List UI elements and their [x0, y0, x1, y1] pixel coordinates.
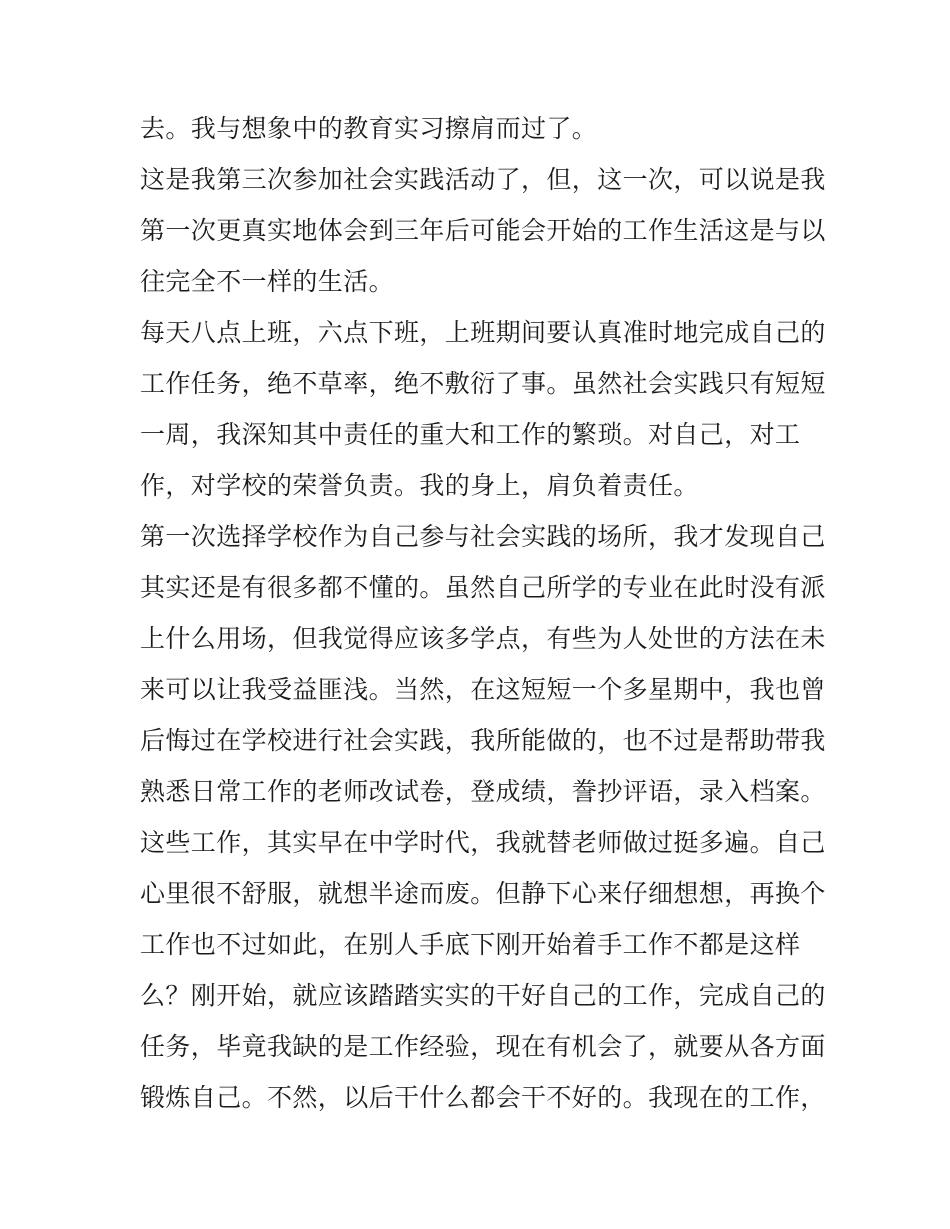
text-line: 么？刚开始，就应该踏踏实实的干好自己的工作，完成自己的: [140, 981, 826, 1010]
text-line: 任务，毕竟我缺的是工作经验，现在有机会了，就要从各方面: [140, 1032, 826, 1061]
text-line: 后悔过在学校进行社会实践，我所能做的，也不过是帮助带我: [140, 726, 826, 755]
text-line: 上什么用场，但我觉得应该多学点，有些为人处世的方法在未: [140, 624, 826, 653]
text-line: 往完全不一样的生活。: [140, 267, 395, 296]
text-line: 来可以让我受益匪浅。当然，在这短短一个多星期中，我也曾: [140, 675, 826, 704]
text-line: 第一次选择学校作为自己参与社会实践的场所，我才发现自己: [140, 522, 826, 551]
text-line: 这些工作，其实早在中学时代，我就替老师做过挺多遍。自己: [140, 828, 826, 857]
text-line: 一周，我深知其中责任的重大和工作的繁琐。对自己，对工: [140, 420, 801, 449]
text-line: 心里很不舒服，就想半途而废。但静下心来仔细想想，再换个: [140, 879, 826, 908]
text-line: 工作也不过如此，在别人手底下刚开始着手工作不都是这样: [140, 930, 801, 959]
text-line: 熟悉日常工作的老师改试卷，登成绩，誊抄评语，录入档案。: [140, 777, 826, 806]
text-line: 每天八点上班，六点下班，上班期间要认真准时地完成自己的: [140, 318, 826, 347]
text-line: 去。我与想象中的教育实习擦肩而过了。: [140, 114, 598, 143]
text-line: 这是我第三次参加社会实践活动了，但，这一次，可以说是我: [140, 165, 826, 194]
text-line: 锻炼自己。不然，以后干什么都会干不好的。我现在的工作，: [140, 1083, 826, 1112]
text-line: 工作任务，绝不草率，绝不敷衍了事。虽然社会实践只有短短: [140, 369, 826, 398]
text-line: 作，对学校的荣誉负责。我的身上，肩负着责任。: [140, 471, 699, 500]
text-line: 其实还是有很多都不懂的。虽然自己所学的专业在此时没有派: [140, 573, 826, 602]
text-line: 第一次更真实地体会到三年后可能会开始的工作生活这是与以: [140, 216, 826, 245]
